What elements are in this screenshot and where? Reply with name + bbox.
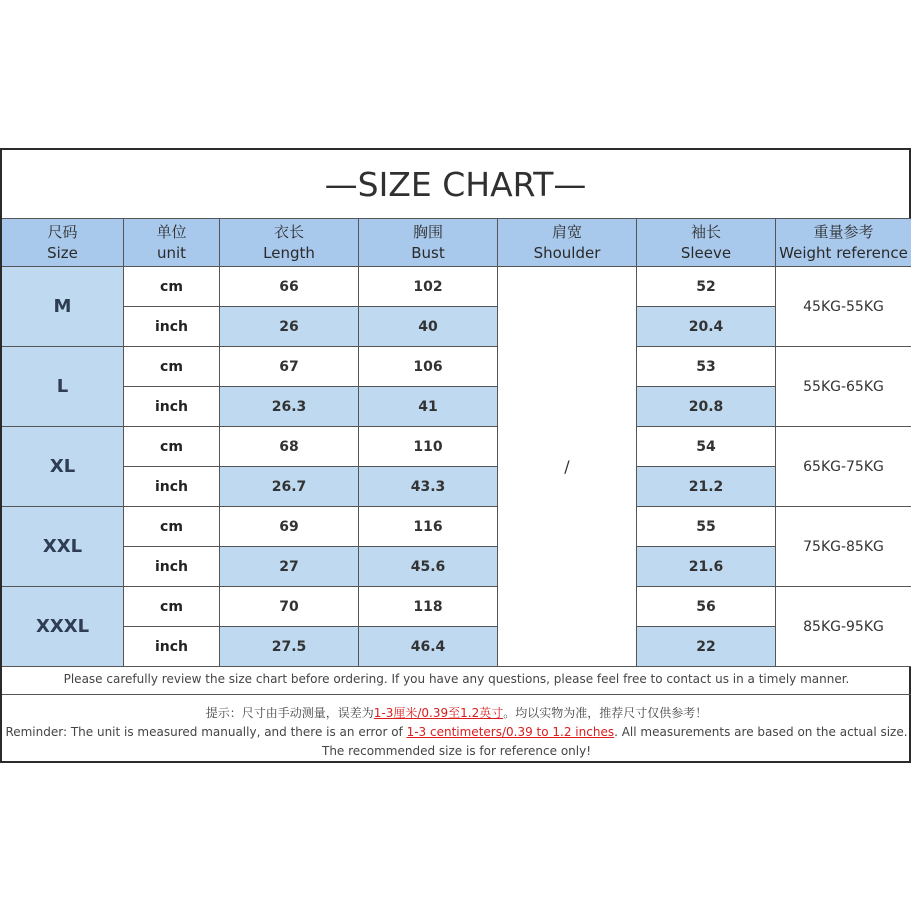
size-label: M xyxy=(2,267,124,347)
sleeve-inch: 20.8 xyxy=(637,387,776,427)
length-inch: 27 xyxy=(220,547,359,587)
reminder-en-highlight: 1-3 centimeters/0.39 to 1.2 inches xyxy=(406,725,615,739)
header-size-cn: 尺码 xyxy=(47,222,78,241)
bust-inch: 40 xyxy=(359,307,498,347)
bust-cm: 118 xyxy=(359,587,498,627)
sleeve-cm: 56 xyxy=(637,587,776,627)
header-shoulder-cn: 肩宽 xyxy=(551,222,582,241)
unit-cm: cm xyxy=(124,587,220,627)
header-weight-cn: 重量参考 xyxy=(813,222,874,241)
reminder-cn-prefix: 提示：尺寸由手动测量，误差为 xyxy=(205,706,374,720)
header-length xyxy=(220,219,359,267)
sleeve-inch: 20.4 xyxy=(637,307,776,347)
reminder-note xyxy=(2,695,911,763)
reminder-cn xyxy=(4,703,909,723)
header-shoulder-en: Shoulder xyxy=(533,243,601,262)
header-size-en: Size xyxy=(47,243,78,262)
header-sleeve-cn: 袖长 xyxy=(690,222,721,241)
header-unit-en: unit xyxy=(156,243,187,262)
reminder-en-suffix: . All measurements are based on the actual size. The recommended size is for reference only! xyxy=(321,725,908,758)
unit-inch: inch xyxy=(124,387,220,427)
length-inch: 26.3 xyxy=(220,387,359,427)
size-label: XXXL xyxy=(2,587,124,666)
size-label: XXL xyxy=(2,507,124,587)
header-weight xyxy=(776,219,911,267)
reminder-en-prefix: Reminder: The unit is measured manually, and there is an error of xyxy=(5,725,407,739)
header-sleeve-en: Sleeve xyxy=(680,243,732,262)
header-size xyxy=(2,219,124,267)
header-weight-en: Weight reference xyxy=(779,243,908,262)
chart-title: —SIZE CHART— xyxy=(324,165,587,204)
reminder-cn-highlight: 1-3厘米/0.39至1.2英寸 xyxy=(373,706,504,720)
length-cm: 69 xyxy=(220,507,359,547)
unit-inch: inch xyxy=(124,307,220,347)
reminder-cn-suffix: 。均以实物为准，推荐尺寸仅供参考！ xyxy=(503,706,708,720)
length-cm: 66 xyxy=(220,267,359,307)
header-sleeve xyxy=(637,219,776,267)
unit-inch: inch xyxy=(124,547,220,587)
sleeve-cm: 52 xyxy=(637,267,776,307)
length-cm: 68 xyxy=(220,427,359,467)
header-unit xyxy=(124,219,220,267)
weight-reference: 75KG-85KG xyxy=(776,507,911,587)
header-bust-cn: 胸围 xyxy=(412,222,443,241)
weight-reference: 65KG-75KG xyxy=(776,427,911,507)
weight-reference: 55KG-65KG xyxy=(776,347,911,427)
unit-cm: cm xyxy=(124,267,220,307)
header-bust-en: Bust xyxy=(411,243,445,262)
weight-reference: 45KG-55KG xyxy=(776,267,911,347)
bust-cm: 110 xyxy=(359,427,498,467)
sleeve-inch: 21.6 xyxy=(637,547,776,587)
bust-cm: 106 xyxy=(359,347,498,387)
sleeve-inch: 22 xyxy=(637,627,776,666)
unit-inch: inch xyxy=(124,627,220,666)
bust-inch: 46.4 xyxy=(359,627,498,666)
size-chart xyxy=(0,148,911,763)
size-label: L xyxy=(2,347,124,427)
bust-cm: 102 xyxy=(359,267,498,307)
bust-cm: 116 xyxy=(359,507,498,547)
size-label: XL xyxy=(2,427,124,507)
bust-inch: 41 xyxy=(359,387,498,427)
unit-cm: cm xyxy=(124,347,220,387)
length-inch: 26.7 xyxy=(220,467,359,507)
size-table xyxy=(2,218,911,667)
length-cm: 67 xyxy=(220,347,359,387)
length-inch: 27.5 xyxy=(220,627,359,666)
sleeve-cm: 55 xyxy=(637,507,776,547)
weight-reference: 85KG-95KG xyxy=(776,587,911,666)
sleeve-cm: 54 xyxy=(637,427,776,467)
review-note: Please carefully review the size chart before ordering. If you have any questions, please feel free to contact us in a timely manner. xyxy=(2,665,911,695)
bust-inch: 43.3 xyxy=(359,467,498,507)
unit-cm: cm xyxy=(124,427,220,467)
unit-inch: inch xyxy=(124,467,220,507)
bust-inch: 45.6 xyxy=(359,547,498,587)
length-cm: 70 xyxy=(220,587,359,627)
sleeve-inch: 21.2 xyxy=(637,467,776,507)
header-length-cn: 衣长 xyxy=(273,222,304,241)
length-inch: 26 xyxy=(220,307,359,347)
header-unit-cn: 单位 xyxy=(156,222,187,241)
header-shoulder xyxy=(498,219,637,267)
header-bust xyxy=(359,219,498,267)
header-length-en: Length xyxy=(263,243,315,262)
shoulder-value: / xyxy=(498,267,637,666)
sleeve-cm: 53 xyxy=(637,347,776,387)
reminder-en xyxy=(4,723,909,761)
unit-cm: cm xyxy=(124,507,220,547)
